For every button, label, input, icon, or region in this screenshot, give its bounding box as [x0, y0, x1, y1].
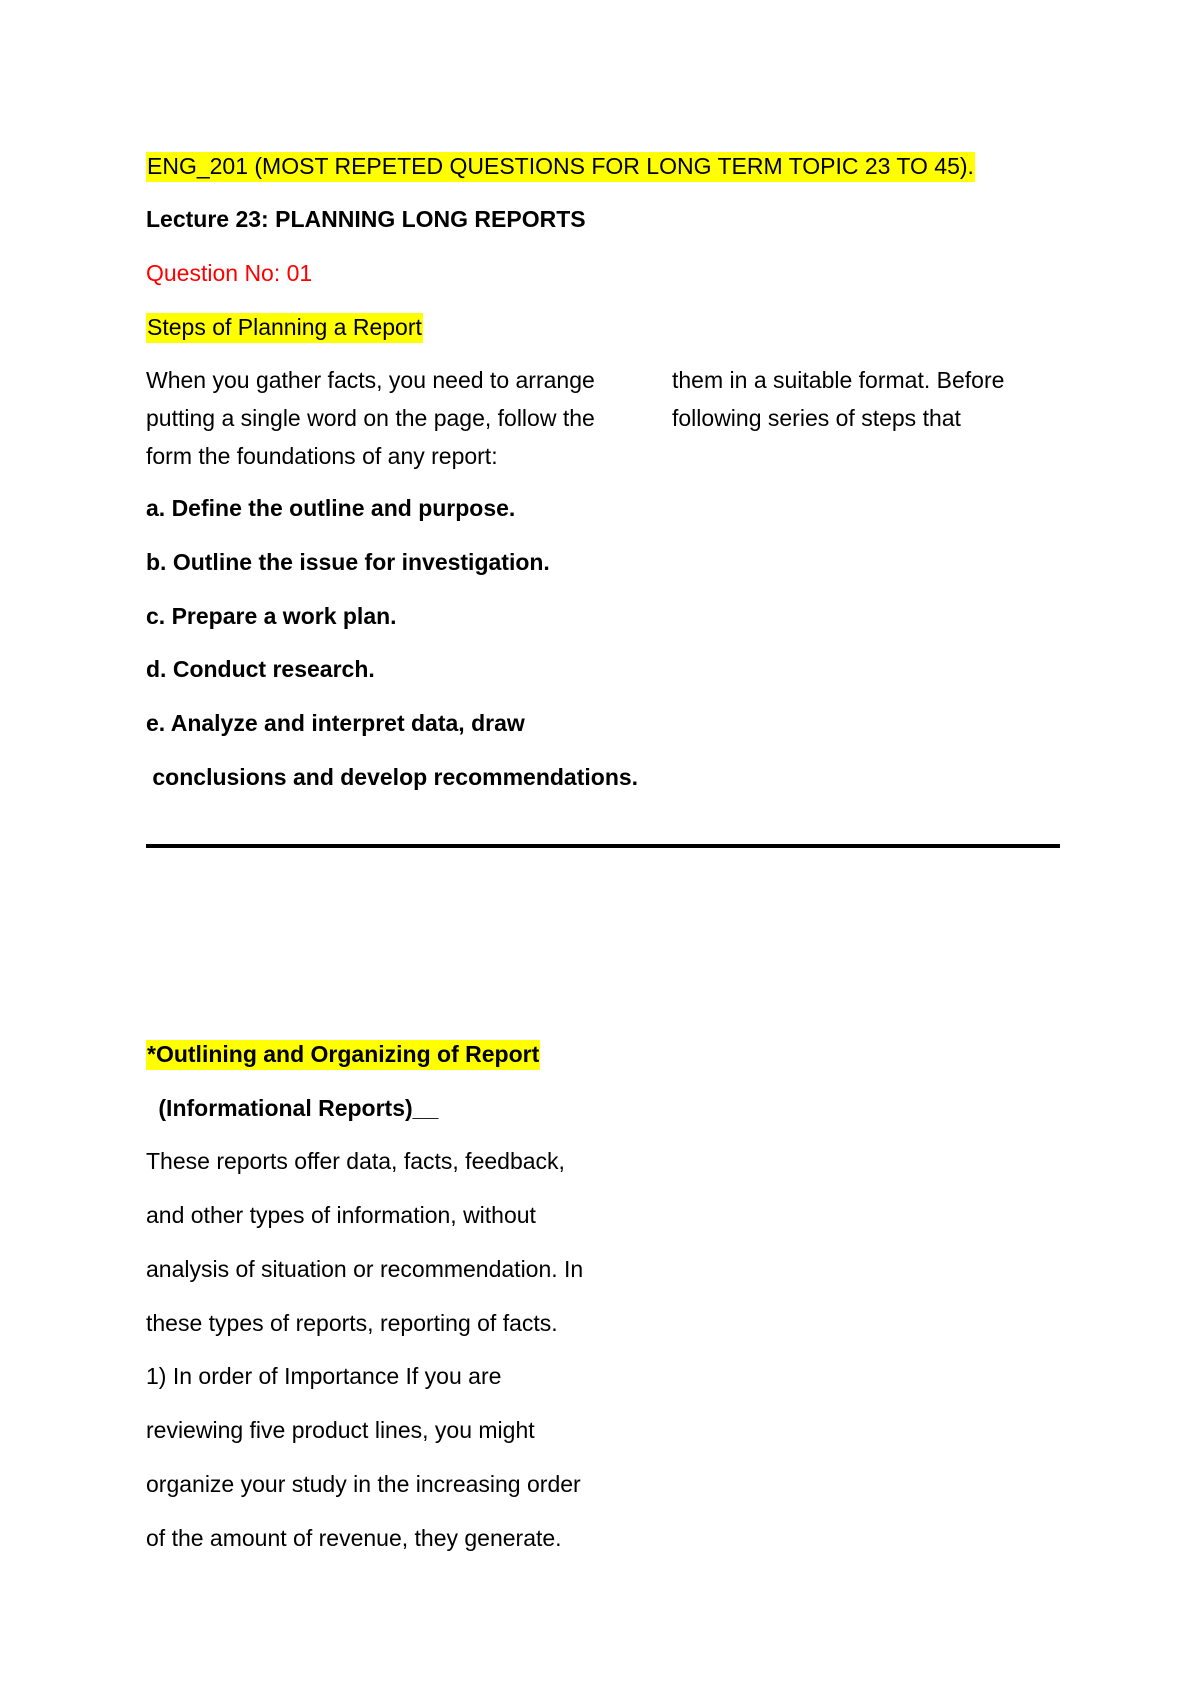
section-title: Steps of Planning a Report — [146, 313, 423, 343]
body-line: these types of reports, reporting of facts. — [146, 1310, 558, 1336]
body-line: 1) In order of Importance If you are — [146, 1363, 502, 1389]
body-line: reviewing five product lines, you might — [146, 1417, 535, 1443]
question-number: Question No: 01 — [146, 260, 313, 286]
document-title: ENG_201 (MOST REPETED QUESTIONS FOR LONG TERM TOPIC 23 TO 45). — [146, 152, 975, 182]
step-item: a. Define the outline and purpose. — [146, 495, 516, 521]
intro-line-2-right: following series of steps that — [672, 405, 961, 431]
body-line: organize your study in the increasing order — [146, 1471, 581, 1497]
intro-line-2-left: putting a single word on the page, follow the — [146, 405, 595, 431]
step-item: conclusions and develop recommendations. — [146, 764, 639, 790]
body-line: of the amount of revenue, they generate. — [146, 1525, 562, 1551]
intro-line-3: form the foundations of any report: — [146, 443, 498, 469]
lecture-heading: Lecture 23: PLANNING LONG REPORTS — [146, 206, 586, 232]
body-line: analysis of situation or recommendation. In — [146, 1256, 584, 1282]
body-line: and other types of information, without — [146, 1202, 536, 1228]
step-item: d. Conduct research. — [146, 656, 375, 682]
intro-line-1-left: When you gather facts, you need to arrange — [146, 367, 595, 393]
step-item: c. Prepare a work plan. — [146, 603, 397, 629]
body-line: These reports offer data, facts, feedback, — [146, 1148, 565, 1174]
step-item: e. Analyze and interpret data, draw — [146, 710, 525, 736]
section2-title: *Outlining and Organizing of Report — [146, 1040, 540, 1070]
step-item: b. Outline the issue for investigation. — [146, 549, 550, 575]
intro-line-1-right: them in a suitable format. Before — [672, 367, 1005, 393]
section2-subtitle: (Informational Reports)__ — [152, 1095, 439, 1121]
section2-title-line — [146, 1040, 540, 1068]
document-title-line — [146, 152, 975, 180]
section-title-line — [146, 313, 423, 341]
horizontal-divider — [146, 844, 1060, 848]
